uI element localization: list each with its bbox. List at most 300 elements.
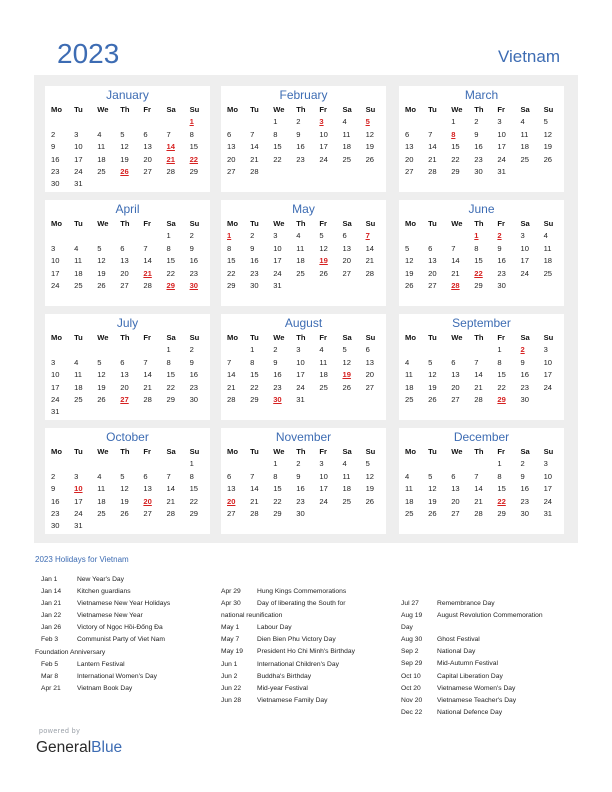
day-cell: 15	[273, 484, 282, 494]
day-cell: 11	[97, 142, 106, 152]
day-cell: 7	[474, 471, 479, 481]
holiday-entry	[401, 610, 543, 622]
day-cell: 14	[474, 370, 483, 380]
month-name: November	[275, 430, 332, 444]
day-cell: 20	[451, 496, 460, 506]
day-cell: 5	[120, 129, 125, 139]
holiday-date: Apr 21	[41, 684, 61, 692]
day-cell: 10	[319, 129, 328, 139]
day-cell: 21	[250, 154, 259, 164]
day-cell: 11	[74, 370, 82, 380]
day-cell: 23	[296, 154, 305, 164]
day-cell: 7	[143, 243, 148, 253]
day-cell: 11	[342, 129, 351, 139]
empty-day-cell	[224, 458, 247, 470]
day-cell: 29	[166, 394, 175, 404]
day-cell: 10	[296, 357, 305, 367]
day-cell: 17	[319, 484, 328, 494]
day-cell: 17	[51, 268, 60, 278]
holiday-entry	[401, 646, 543, 658]
holiday-day-cell: 10	[74, 484, 83, 494]
day-cell: 30	[51, 521, 60, 531]
day-cell: 14	[428, 142, 437, 152]
day-cell: 4	[342, 459, 347, 469]
day-cell: 21	[451, 268, 460, 278]
day-cell: 7	[451, 243, 456, 253]
day-cell: 26	[365, 154, 375, 164]
day-cell: 22	[497, 382, 506, 392]
day-cell: 18	[296, 256, 305, 266]
day-cell: 7	[227, 357, 232, 367]
weekday-header: Su	[365, 105, 376, 114]
day-cell: 15	[273, 142, 282, 152]
holiday-entry	[401, 634, 543, 646]
empty-day-cell	[48, 458, 71, 470]
day-cell: 19	[120, 496, 129, 506]
day-cell: 15	[497, 370, 506, 380]
day-cell: 7	[474, 357, 479, 367]
day-cell: 27	[451, 394, 460, 404]
day-cell: 17	[74, 154, 83, 164]
day-cell: 6	[120, 357, 125, 367]
day-cell: 4	[97, 471, 102, 481]
day-cell: 5	[405, 243, 410, 253]
holiday-date: Sep 29	[401, 660, 423, 668]
day-cell: 3	[497, 117, 502, 127]
holiday-entry	[401, 695, 543, 707]
day-cell: 13	[143, 484, 152, 494]
weekday-header: Sa	[520, 105, 530, 114]
day-cell: 17	[296, 370, 305, 380]
holiday-day-cell: 21	[143, 268, 152, 278]
holiday-entry	[41, 659, 170, 671]
day-cell: 14	[250, 484, 259, 494]
day-cell: 2	[189, 231, 194, 241]
day-cell: 2	[51, 129, 56, 139]
day-cell: 22	[166, 382, 175, 392]
weekday-header: Sa	[342, 447, 352, 456]
holiday-entry	[401, 671, 543, 683]
day-cell: 13	[451, 484, 460, 494]
holiday-name: Day of liberating the South for	[257, 600, 346, 608]
weekday-header: Tu	[428, 333, 437, 342]
day-cell: 18	[74, 382, 83, 392]
empty-day-cell	[140, 230, 163, 242]
day-cell: 6	[143, 129, 148, 139]
day-cell: 9	[296, 471, 301, 481]
holiday-day-cell: 20	[227, 496, 236, 506]
day-cell: 25	[319, 382, 328, 392]
day-cell: 11	[543, 243, 552, 253]
day-cell: 10	[319, 471, 328, 481]
weekday-header: Fr	[497, 219, 505, 228]
holiday-name: Capital Liberation Day	[437, 672, 503, 680]
day-cell: 26	[319, 268, 328, 278]
day-cell: 21	[474, 496, 483, 506]
holiday-entry	[41, 634, 170, 646]
day-cell: 15	[451, 142, 460, 152]
day-cell: 11	[74, 256, 82, 266]
day-cell: 17	[543, 370, 553, 380]
day-cell: 9	[520, 471, 525, 481]
holiday-name: Mid-Autumn Festival	[437, 660, 498, 668]
day-cell: 17	[543, 484, 553, 494]
day-cell: 17	[273, 256, 282, 266]
day-cell: 6	[451, 357, 456, 367]
holiday-date: Aug 19	[401, 612, 423, 620]
day-cell: 29	[189, 166, 199, 176]
empty-day-cell	[71, 116, 94, 128]
holiday-date: Jan 26	[41, 624, 62, 632]
weekday-header: Su	[365, 333, 376, 342]
day-cell: 12	[365, 129, 375, 139]
weekday-header: Sa	[342, 219, 352, 228]
empty-day-cell	[117, 458, 140, 470]
day-cell: 17	[74, 496, 83, 506]
day-cell: 31	[296, 394, 305, 404]
day-cell: 9	[51, 484, 56, 494]
holiday-entry	[41, 683, 170, 695]
month-grid	[402, 104, 564, 178]
weekday-header: Su	[189, 219, 200, 228]
day-cell: 23	[520, 496, 529, 506]
day-cell: 1	[166, 345, 171, 355]
day-cell: 10	[74, 142, 83, 152]
day-cell: 13	[143, 142, 152, 152]
day-cell: 7	[428, 129, 433, 139]
day-cell: 24	[543, 382, 553, 392]
day-cell: 2	[520, 459, 525, 469]
year-title: 2023	[57, 38, 120, 69]
weekday-header: Mo	[51, 333, 62, 342]
weekday-header: We	[273, 219, 285, 228]
holiday-list-column-1	[35, 574, 171, 695]
weekday-header: Th	[474, 219, 484, 228]
day-cell: 30	[296, 508, 305, 518]
day-cell: 18	[342, 142, 351, 152]
day-cell: 16	[189, 370, 199, 380]
day-cell: 25	[405, 394, 414, 404]
holiday-name: Communist Party of Viet Nam	[77, 636, 165, 644]
holiday-date: Jun 22	[221, 684, 242, 692]
day-cell: 1	[166, 231, 171, 241]
weekday-header: Sa	[520, 447, 530, 456]
weekday-header: We	[97, 333, 109, 342]
day-cell: 24	[497, 154, 506, 164]
weekday-header: Su	[365, 447, 376, 456]
day-cell: 1	[189, 459, 194, 469]
day-cell: 8	[189, 129, 194, 139]
day-cell: 21	[166, 496, 175, 506]
month-grid	[224, 218, 386, 292]
day-cell: 30	[51, 179, 60, 189]
holiday-name-continuation: national reunification	[221, 612, 283, 620]
day-cell: 31	[497, 166, 506, 176]
holiday-name: Buddha's Birthday	[257, 672, 312, 680]
day-cell: 6	[143, 471, 148, 481]
empty-day-cell	[247, 116, 270, 128]
month-grid	[224, 332, 386, 406]
month-name: August	[284, 316, 323, 330]
day-cell: 3	[543, 459, 548, 469]
holiday-name: Lantern Festival	[77, 660, 125, 668]
weekday-header: Tu	[74, 447, 83, 456]
day-cell: 1	[250, 345, 255, 355]
month-january	[45, 86, 210, 192]
day-cell: 14	[474, 484, 483, 494]
logo-part-blue: Blue	[91, 739, 123, 756]
day-cell: 30	[520, 508, 529, 518]
day-cell: 4	[319, 345, 324, 355]
day-cell: 2	[273, 345, 278, 355]
day-cell: 7	[143, 357, 148, 367]
empty-day-cell	[402, 116, 425, 128]
holiday-day-cell: 14	[166, 142, 175, 152]
day-cell: 6	[451, 471, 456, 481]
weekday-header: We	[451, 105, 463, 114]
day-cell: 6	[405, 129, 410, 139]
day-cell: 16	[474, 142, 483, 152]
day-cell: 25	[97, 508, 106, 518]
day-cell: 5	[120, 471, 125, 481]
holiday-name: Victory of Ngọc Hồi-Đống Đa	[77, 624, 163, 632]
generalblue-logo[interactable]	[36, 739, 122, 757]
day-cell: 6	[342, 231, 347, 241]
day-cell: 7	[250, 129, 255, 139]
day-cell: 15	[166, 370, 175, 380]
holiday-entry	[221, 695, 355, 707]
day-cell: 9	[296, 129, 301, 139]
day-cell: 3	[51, 243, 56, 253]
day-cell: 28	[166, 166, 175, 176]
day-cell: 30	[520, 394, 529, 404]
weekday-header: Fr	[497, 105, 505, 114]
weekday-header: Fr	[143, 105, 151, 114]
holiday-name: Vietnamese New Year Holidays	[77, 600, 171, 608]
day-cell: 28	[166, 508, 175, 518]
day-cell: 18	[520, 142, 529, 152]
day-cell: 23	[273, 382, 282, 392]
month-march	[399, 86, 564, 192]
day-cell: 22	[451, 154, 460, 164]
weekday-header: Su	[189, 447, 200, 456]
day-cell: 9	[51, 142, 56, 152]
holiday-date: Nov 20	[401, 696, 423, 704]
holiday-name: Labour Day	[257, 624, 292, 632]
day-cell: 8	[273, 129, 278, 139]
holiday-entry	[221, 634, 355, 646]
weekday-header: Mo	[405, 219, 416, 228]
empty-day-cell	[140, 116, 163, 128]
day-cell: 7	[166, 129, 171, 139]
day-cell: 9	[189, 243, 194, 253]
day-cell: 27	[428, 280, 437, 290]
holiday-day-cell: 8	[451, 129, 456, 139]
day-cell: 2	[474, 117, 479, 127]
day-cell: 8	[227, 243, 232, 253]
day-cell: 23	[51, 508, 60, 518]
holiday-day-cell: 27	[120, 394, 129, 404]
day-cell: 19	[365, 142, 375, 152]
weekday-header: Sa	[520, 333, 530, 342]
weekday-header: We	[451, 447, 463, 456]
holiday-name: Vietnamese Women's Day	[437, 684, 516, 692]
day-cell: 10	[51, 370, 60, 380]
weekday-header: Tu	[250, 105, 259, 114]
holiday-name: August Revolution Commemoration	[437, 612, 543, 620]
empty-day-cell	[425, 344, 448, 356]
day-cell: 4	[97, 129, 102, 139]
day-cell: 13	[451, 370, 460, 380]
weekday-header: Sa	[342, 333, 352, 342]
day-cell: 9	[250, 243, 255, 253]
empty-day-cell	[425, 116, 448, 128]
day-cell: 9	[497, 243, 502, 253]
weekday-header: Su	[543, 447, 554, 456]
weekday-header: Fr	[143, 333, 151, 342]
day-cell: 7	[250, 471, 255, 481]
month-name: May	[292, 202, 315, 216]
weekday-header: Tu	[250, 333, 259, 342]
day-cell: 19	[543, 142, 553, 152]
day-cell: 21	[250, 496, 259, 506]
holiday-entry	[401, 658, 543, 670]
day-cell: 2	[189, 345, 194, 355]
weekday-header: We	[273, 105, 285, 114]
day-cell: 24	[51, 280, 60, 290]
empty-day-cell	[94, 230, 117, 242]
day-cell: 3	[74, 471, 79, 481]
day-cell: 8	[497, 471, 502, 481]
day-cell: 11	[97, 484, 106, 494]
day-cell: 28	[474, 508, 483, 518]
day-cell: 29	[227, 280, 236, 290]
day-cell: 6	[227, 471, 232, 481]
day-cell: 17	[319, 142, 328, 152]
weekday-header: We	[451, 333, 463, 342]
weekday-header: Th	[296, 219, 306, 228]
empty-day-cell	[402, 458, 425, 470]
weekday-header: Sa	[342, 105, 352, 114]
month-december	[399, 428, 564, 534]
day-cell: 4	[74, 243, 79, 253]
holiday-day-cell: 5	[365, 117, 370, 127]
weekday-header: Fr	[143, 447, 151, 456]
day-cell: 16	[51, 496, 60, 506]
day-cell: 11	[342, 471, 351, 481]
empty-day-cell	[71, 458, 94, 470]
day-cell: 3	[543, 345, 548, 355]
day-cell: 24	[74, 508, 83, 518]
holiday-entry	[221, 683, 355, 695]
day-cell: 26	[428, 394, 437, 404]
holiday-date: May 19	[221, 648, 243, 656]
day-cell: 29	[451, 166, 460, 176]
day-cell: 14	[250, 142, 259, 152]
weekday-header: We	[451, 219, 463, 228]
logo-part-general: General	[36, 739, 92, 756]
day-cell: 26	[120, 508, 129, 518]
month-grid	[48, 332, 210, 419]
day-cell: 21	[143, 382, 152, 392]
day-cell: 23	[189, 382, 199, 392]
holiday-day-cell: 22	[474, 268, 483, 278]
day-cell: 10	[273, 243, 282, 253]
weekday-header: Mo	[405, 333, 416, 342]
day-cell: 15	[227, 256, 236, 266]
weekday-header: Su	[543, 219, 554, 228]
day-cell: 12	[97, 370, 106, 380]
day-cell: 21	[227, 382, 236, 392]
day-cell: 27	[143, 166, 152, 176]
day-cell: 22	[166, 268, 175, 278]
day-cell: 28	[227, 394, 236, 404]
weekday-header: Su	[543, 105, 554, 114]
day-cell: 6	[428, 243, 433, 253]
holiday-name: Vietnamese Teacher's Day	[437, 696, 517, 704]
day-cell: 10	[51, 256, 60, 266]
day-cell: 27	[451, 508, 460, 518]
day-cell: 2	[250, 231, 255, 241]
day-cell: 26	[543, 154, 553, 164]
weekday-header: Sa	[166, 333, 176, 342]
weekday-header: Fr	[319, 333, 327, 342]
day-cell: 5	[428, 357, 433, 367]
day-cell: 19	[97, 268, 106, 278]
weekday-header: Th	[296, 333, 306, 342]
empty-day-cell	[117, 116, 140, 128]
holiday-day-cell: 19	[319, 256, 328, 266]
weekday-header: Mo	[227, 333, 238, 342]
holiday-name: National Defence Day	[437, 708, 503, 716]
month-grid	[48, 104, 210, 191]
weekday-header: Fr	[143, 219, 151, 228]
day-cell: 10	[520, 243, 529, 253]
day-cell: 26	[428, 508, 437, 518]
day-cell: 8	[166, 357, 171, 367]
day-cell: 6	[120, 243, 125, 253]
day-cell: 27	[143, 508, 152, 518]
holiday-day-cell: 21	[166, 154, 175, 164]
day-cell: 12	[120, 484, 129, 494]
holiday-name: Ghost Festival	[437, 636, 480, 644]
day-cell: 26	[342, 382, 351, 392]
day-cell: 21	[365, 256, 375, 266]
empty-day-cell	[448, 458, 471, 470]
empty-day-cell	[425, 458, 448, 470]
weekday-header: Fr	[319, 219, 327, 228]
holiday-name: Hung Kings Commemorations	[257, 588, 347, 595]
empty-day-cell	[402, 344, 425, 356]
day-cell: 16	[273, 370, 282, 380]
day-cell: 27	[365, 382, 375, 392]
country-title: Vietnam	[497, 47, 560, 66]
day-cell: 4	[296, 231, 301, 241]
month-name: September	[452, 316, 511, 330]
month-grid	[224, 104, 386, 178]
day-cell: 24	[543, 496, 553, 506]
day-cell: 12	[120, 142, 129, 152]
holiday-day-cell: 2	[497, 231, 502, 241]
holiday-name-continuation: Day	[401, 624, 413, 632]
day-cell: 28	[143, 280, 152, 290]
empty-day-cell	[94, 344, 117, 356]
empty-day-cell	[94, 458, 117, 470]
month-november	[221, 428, 386, 534]
month-july	[45, 314, 210, 420]
month-august	[221, 314, 386, 420]
day-cell: 1	[497, 459, 502, 469]
